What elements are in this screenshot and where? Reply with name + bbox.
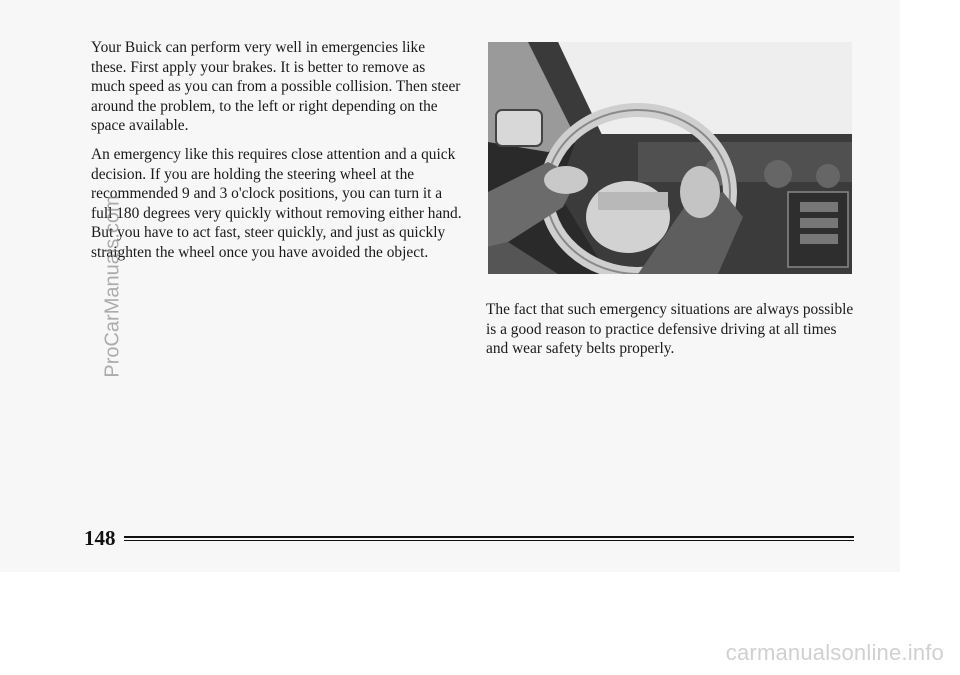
side-watermark-text: ProCarManuals.com [101, 194, 124, 378]
bottom-watermark: carmanualsonline.info [725, 640, 944, 665]
right-text-column [486, 300, 858, 359]
page-footer [84, 523, 854, 553]
left-text-column [91, 38, 463, 272]
steering-wheel-illustration [488, 42, 852, 274]
steering-wheel-photo [488, 42, 852, 274]
footer-rule [124, 536, 855, 541]
paragraph-defensive-driving: The fact that such emergency situations are always possible is a good reason to practice defensive driving at all times and wear safety belts properly. [486, 301, 854, 358]
paragraph-steering-technique: An emergency like this requires close attention and a quick decision. If you are holding the steering wheel at the recommended 9 and 3 o'clock positions, you can turn it a full 180 degrees very quickly without removing either hand. But you have to act fast, steer quickly, and just as quickly straighten the wheel once you have avoided the object. [91, 145, 462, 261]
side-watermark [96, 196, 130, 376]
paragraph-emergency-braking: Your Buick can perform very well in emergencies like these. First apply your brakes. It is better to remove as much speed as you can from a possible collision. Then steer around the problem, to the left or right depending on the space available. [91, 39, 461, 135]
page-number: 148 [84, 525, 116, 550]
